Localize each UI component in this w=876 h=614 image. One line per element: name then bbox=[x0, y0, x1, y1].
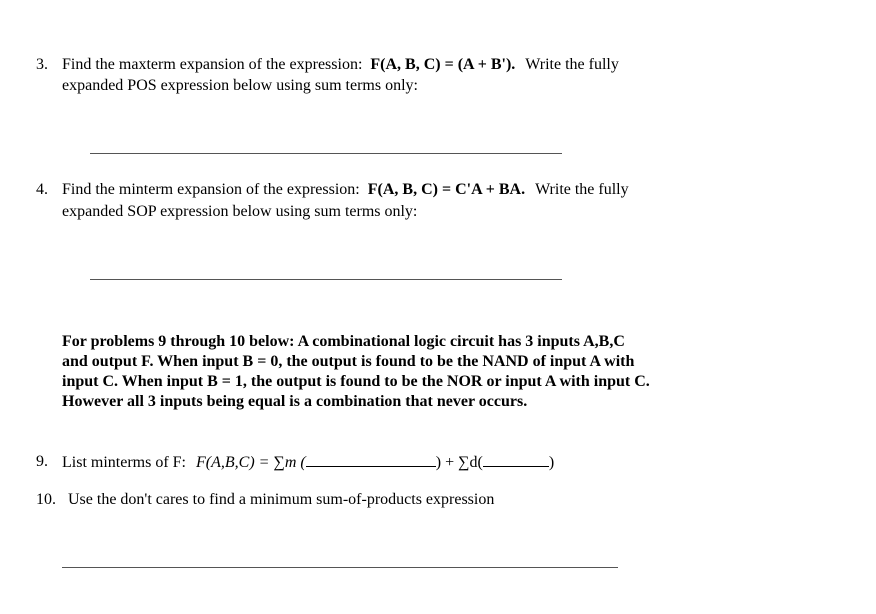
dontcares-blank[interactable] bbox=[483, 452, 549, 467]
question-4-answer-line[interactable] bbox=[90, 279, 562, 280]
question-4-line-2: expanded SOP expression below using sum terms only: bbox=[62, 203, 418, 220]
question-4-prompt: Find the minterm expansion of the expression: bbox=[62, 181, 360, 198]
question-9-close: ) bbox=[548, 454, 555, 471]
question-9-dontcare-label: ) + ∑d( bbox=[435, 454, 483, 471]
question-3-line-1 bbox=[62, 55, 619, 75]
question-9-line bbox=[62, 452, 554, 473]
question-3-number: 3. bbox=[36, 56, 48, 73]
question-3-answer-line[interactable] bbox=[90, 153, 562, 154]
question-9-function: F(A,B,C) = ∑m ( bbox=[196, 454, 306, 471]
question-4-number: 4. bbox=[36, 181, 48, 198]
question-3-prompt: Find the maxterm expansion of the expression: bbox=[62, 56, 363, 73]
question-4-tail: Write the fully bbox=[535, 181, 629, 198]
description-line-2: and output F. When input B = 0, the output is found to be the NAND of input A with bbox=[62, 353, 635, 370]
question-3-line-2: expanded POS expression below using sum terms only: bbox=[62, 77, 418, 94]
question-4-line-1 bbox=[62, 180, 629, 200]
description-line-4: However all 3 inputs being equal is a combination that never occurs. bbox=[62, 393, 528, 410]
question-3-tail: Write the fully bbox=[525, 56, 619, 73]
description-line-1: For problems 9 through 10 below: A combinational logic circuit has 3 inputs A,B,C bbox=[62, 333, 625, 350]
question-9-label: List minterms of F: bbox=[62, 454, 186, 471]
question-10-answer-line[interactable] bbox=[62, 567, 618, 568]
minterms-blank[interactable] bbox=[306, 452, 436, 467]
question-10-number: 10. bbox=[36, 491, 56, 508]
question-9-number: 9. bbox=[36, 453, 48, 470]
question-10-text: Use the don't cares to find a minimum sum-of-products expression bbox=[68, 491, 495, 508]
question-3-expression: F(A, B, C) = (A + B'). bbox=[370, 56, 516, 73]
question-4-expression: F(A, B, C) = C'A + BA. bbox=[367, 181, 526, 198]
description-line-3: input C. When input B = 1, the output is found to be the NOR or input A with input C. bbox=[62, 373, 650, 390]
